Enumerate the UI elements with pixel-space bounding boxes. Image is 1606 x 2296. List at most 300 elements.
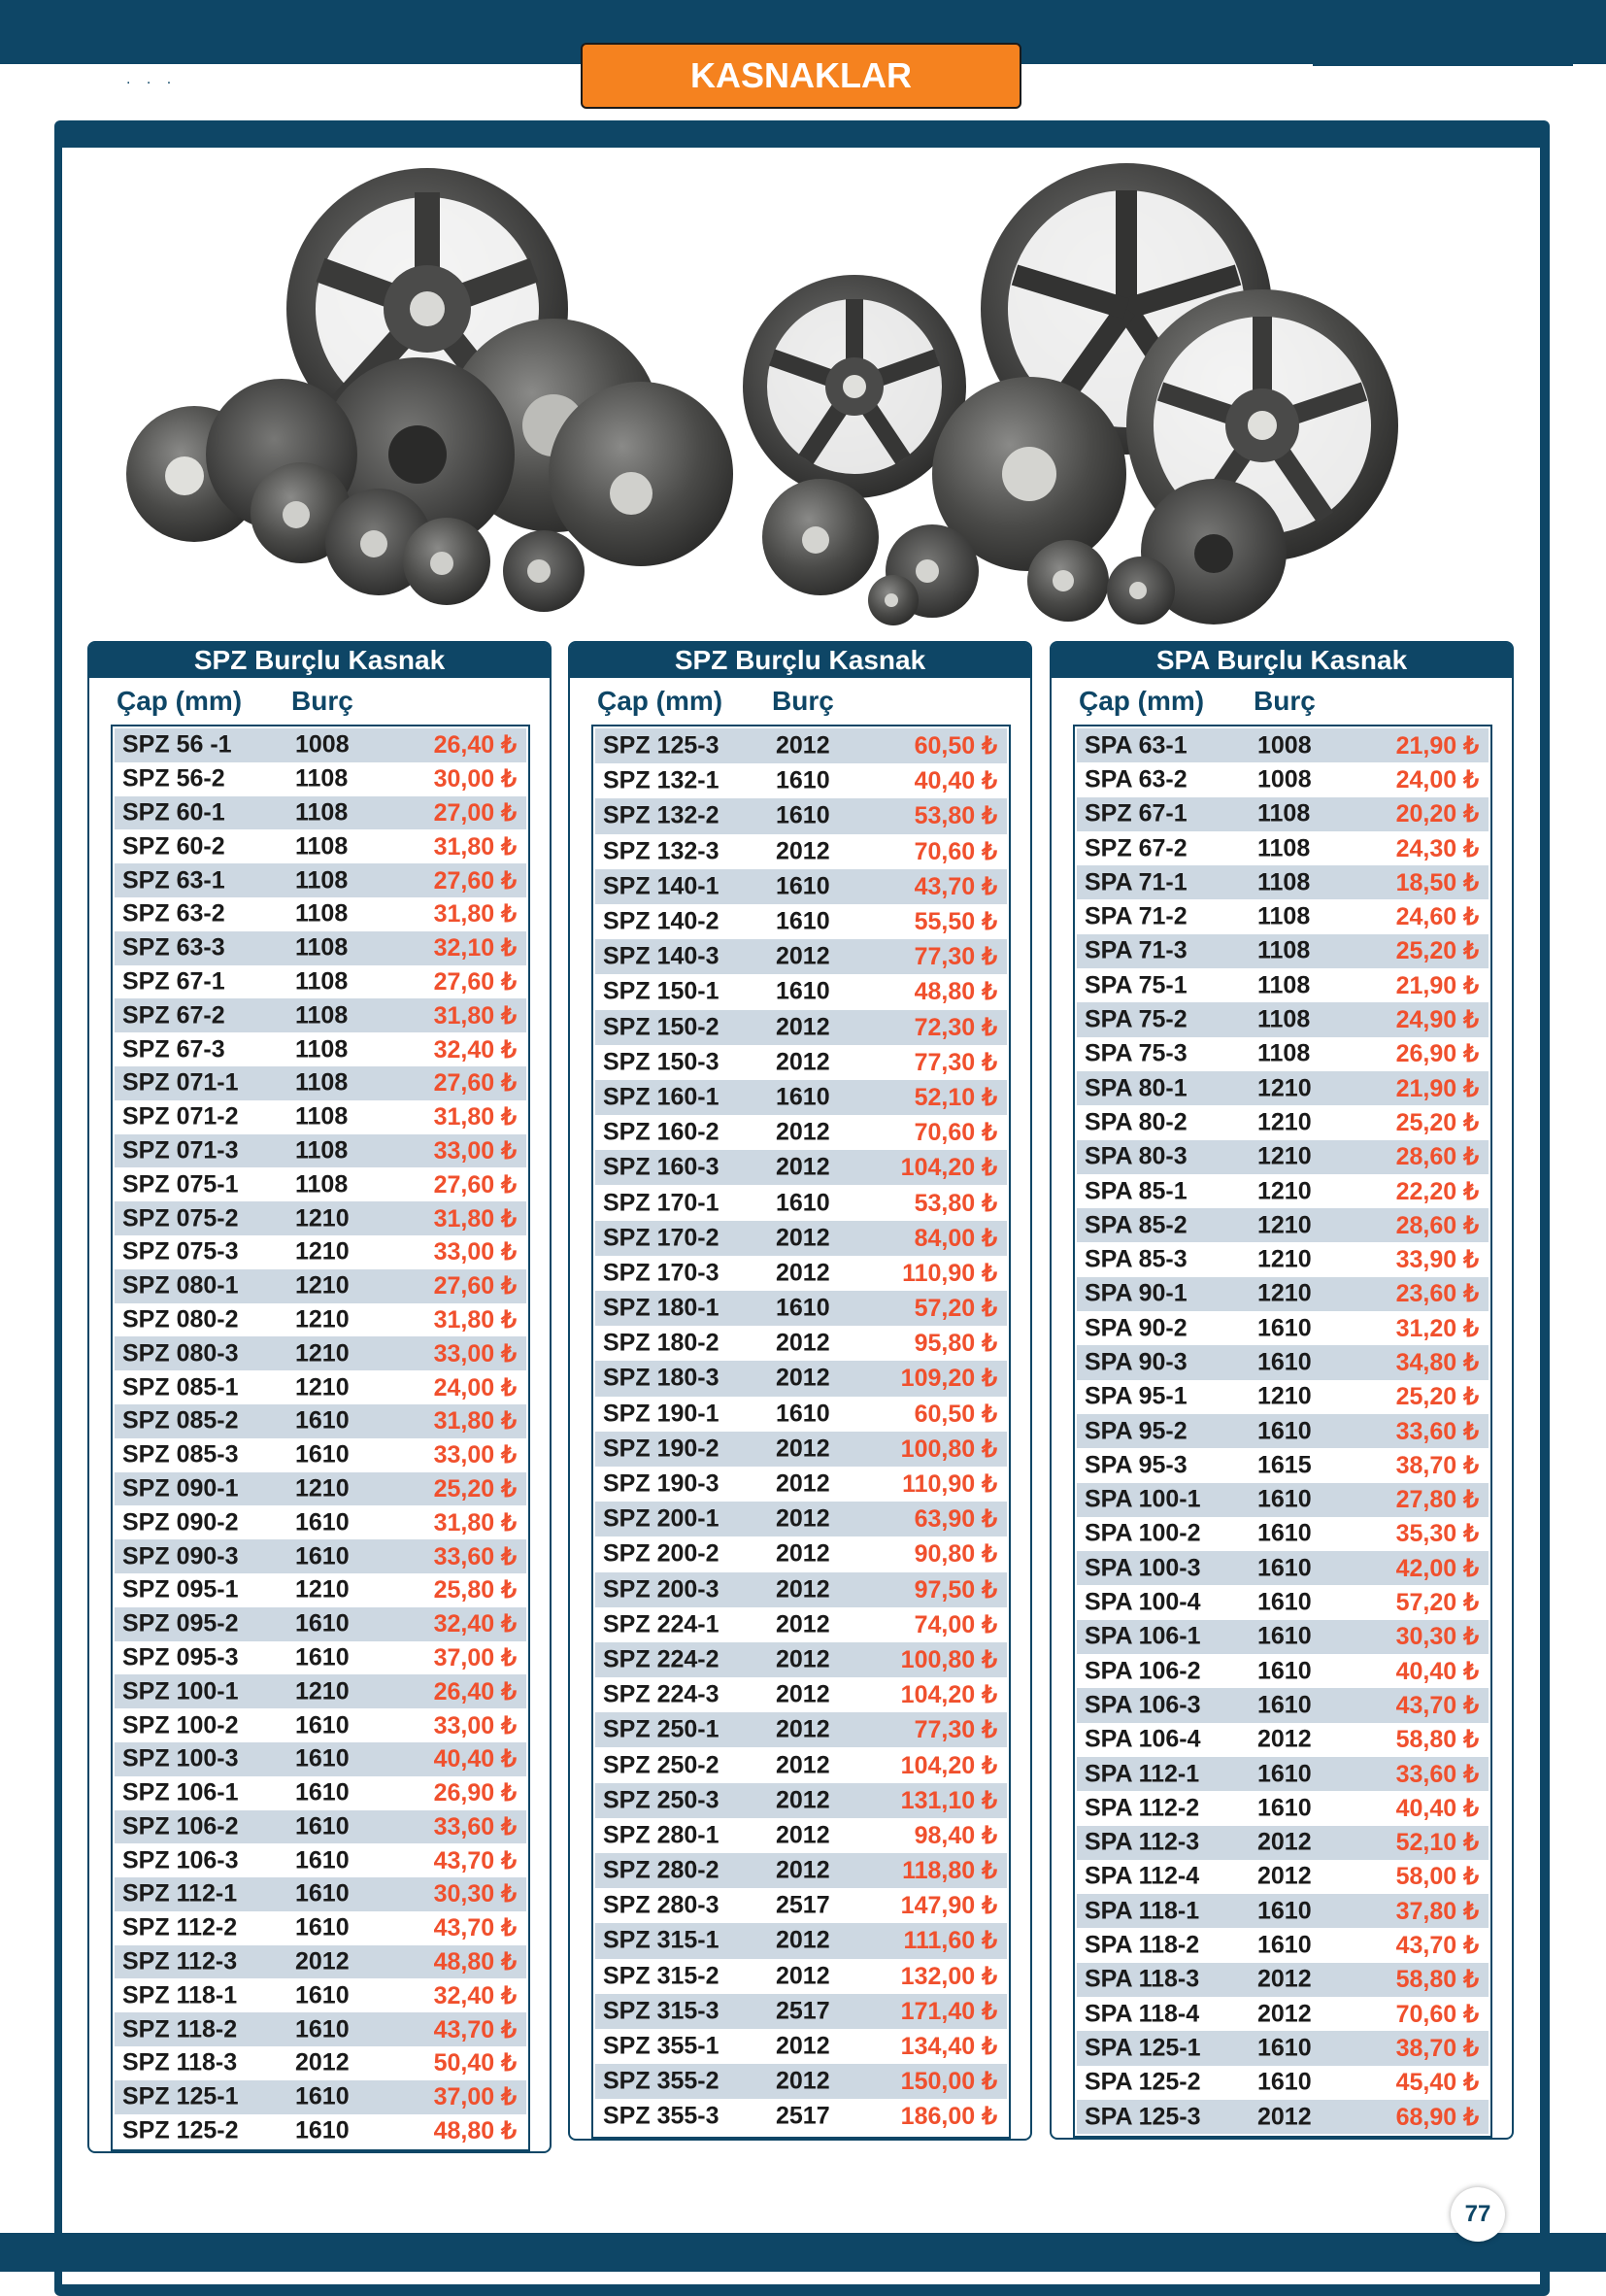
- price-table-body: [111, 725, 530, 2151]
- cell-price: 33,00 ₺: [433, 1441, 517, 1469]
- cell-code: SPZ 180-1: [603, 1294, 719, 1322]
- cell-bushing: 2012: [1257, 2103, 1312, 2131]
- cell-price: 31,80 ₺: [433, 1508, 517, 1536]
- cell-bushing: 1108: [295, 933, 349, 962]
- cell-code: SPZ 67-3: [122, 1035, 225, 1064]
- table-row: [115, 1607, 526, 1641]
- table-row: [115, 1742, 526, 1776]
- table-row: [595, 1818, 1007, 1853]
- cell-code: SPZ 100-2: [122, 1711, 239, 1739]
- cell-bushing: 2012: [776, 1153, 830, 1181]
- cell-price: 150,00 ₺: [900, 2068, 997, 2096]
- table-row: [1077, 1277, 1489, 1311]
- cell-price: 21,90 ₺: [1395, 1074, 1479, 1102]
- table-row: [115, 829, 526, 863]
- table-row: [595, 1467, 1007, 1502]
- cell-price: 25,20 ₺: [433, 1474, 517, 1503]
- table-title: SPZ Burçlu Kasnak: [570, 643, 1030, 678]
- cell-code: SPZ 100-3: [122, 1744, 239, 1773]
- cell-code: SPZ 280-3: [603, 1891, 719, 1919]
- cell-bushing: 1210: [295, 1474, 350, 1503]
- cell-code: SPZ 180-3: [603, 1364, 719, 1392]
- cell-code: SPZ 090-1: [122, 1474, 239, 1503]
- cell-bushing: 1610: [1257, 1588, 1312, 1616]
- cell-price: 45,40 ₺: [1395, 2069, 1479, 2097]
- table-row: [115, 2012, 526, 2046]
- cell-bushing: 2012: [776, 1013, 830, 1041]
- cell-code: SPZ 075-3: [122, 1237, 239, 1266]
- table-row: [115, 1100, 526, 1134]
- cell-bushing: 1610: [295, 1778, 350, 1806]
- table-row: [115, 1438, 526, 1472]
- cell-code: SPZ 67-2: [122, 1001, 225, 1030]
- cell-bushing: 2012: [776, 1048, 830, 1076]
- cell-code: SPA 90-3: [1085, 1348, 1188, 1376]
- cell-price: 32,40 ₺: [433, 1035, 517, 1064]
- cell-price: 25,20 ₺: [1395, 1383, 1479, 1411]
- cell-bushing: 1610: [776, 907, 830, 935]
- cell-price: 27,60 ₺: [433, 1170, 517, 1199]
- cell-price: 23,60 ₺: [1395, 1280, 1479, 1308]
- table-row: [115, 965, 526, 999]
- cell-bushing: 2012: [1257, 1725, 1312, 1753]
- table-row: [115, 1066, 526, 1100]
- cell-price: 77,30 ₺: [914, 1716, 997, 1744]
- cell-bushing: 1610: [295, 1508, 350, 1536]
- cell-code: SPZ 190-2: [603, 1435, 719, 1463]
- table-row: [1077, 1483, 1489, 1517]
- cell-code: SPZ 250-2: [603, 1751, 719, 1779]
- cell-code: SPZ 071-1: [122, 1068, 239, 1097]
- cell-price: 26,90 ₺: [1395, 1040, 1479, 1068]
- cell-price: 70,60 ₺: [914, 1119, 997, 1147]
- table-row: [115, 2114, 526, 2148]
- cell-bushing: 1108: [295, 1068, 349, 1097]
- cell-price: 111,60 ₺: [903, 1927, 997, 1955]
- cell-bushing: 1610: [776, 1189, 830, 1217]
- table-row: [115, 1303, 526, 1337]
- cell-bushing: 1210: [295, 1305, 350, 1334]
- cell-bushing: 1610: [776, 977, 830, 1005]
- table-row: [595, 1677, 1007, 1712]
- table-row: [1077, 865, 1489, 899]
- cell-price: 28,60 ₺: [1395, 1211, 1479, 1239]
- cell-bushing: 2012: [1257, 1828, 1312, 1856]
- cell-code: SPZ 315-1: [603, 1926, 719, 1954]
- brand-mark: . . .: [126, 72, 178, 87]
- cell-code: SPA 95-1: [1085, 1382, 1188, 1410]
- cell-price: 33,00 ₺: [433, 1136, 517, 1165]
- cell-price: 25,80 ₺: [433, 1576, 517, 1604]
- cell-price: 100,80 ₺: [900, 1435, 997, 1463]
- cell-price: 30,30 ₺: [1395, 1623, 1479, 1651]
- table-row: [115, 728, 526, 762]
- cell-bushing: 1610: [776, 766, 830, 794]
- cell-price: 37,00 ₺: [433, 1643, 517, 1671]
- cell-price: 27,60 ₺: [433, 1272, 517, 1300]
- cell-code: SPA 63-2: [1085, 765, 1188, 793]
- cell-price: 147,90 ₺: [900, 1892, 997, 1920]
- cell-code: SPZ 080-1: [122, 1271, 239, 1300]
- cell-bushing: 1610: [1257, 1417, 1312, 1445]
- cell-bushing: 1108: [295, 967, 349, 996]
- cell-price: 53,80 ₺: [914, 802, 997, 830]
- cell-bushing: 1610: [295, 1609, 350, 1638]
- table-row: [1077, 1963, 1489, 1997]
- header-bushing: Burç: [1254, 686, 1316, 716]
- cell-bushing: 1210: [1257, 1211, 1312, 1239]
- table-row: [1077, 1105, 1489, 1139]
- cell-code: SPA 80-1: [1085, 1074, 1188, 1102]
- table-row: [1077, 831, 1489, 865]
- cell-price: 24,00 ₺: [1395, 765, 1479, 793]
- cell-code: SPZ 200-2: [603, 1539, 719, 1568]
- cell-code: SPZ 075-1: [122, 1170, 239, 1199]
- table-row: [1077, 1620, 1489, 1654]
- table-row: [115, 1539, 526, 1573]
- cell-bushing: 2012: [776, 1821, 830, 1849]
- table-row: [595, 2099, 1007, 2134]
- cell-price: 48,80 ₺: [433, 2117, 517, 2145]
- cell-price: 52,10 ₺: [1395, 1829, 1479, 1857]
- table-row: [1077, 1208, 1489, 1242]
- cell-bushing: 1108: [295, 1170, 349, 1199]
- cell-bushing: 1108: [1257, 1039, 1311, 1067]
- cell-price: 37,80 ₺: [1395, 1897, 1479, 1925]
- cell-price: 70,60 ₺: [914, 837, 997, 865]
- cell-bushing: 1210: [1257, 1177, 1312, 1204]
- cell-code: SPZ 106-2: [122, 1812, 239, 1840]
- table-row: [1077, 1311, 1489, 1345]
- header-bushing: Burç: [772, 686, 834, 716]
- cell-bushing: 2012: [776, 1118, 830, 1146]
- cell-bushing: 1610: [295, 1981, 350, 2009]
- cell-bushing: 1210: [295, 1204, 350, 1232]
- cell-bushing: 1108: [295, 899, 349, 928]
- table-row: [1077, 2100, 1489, 2134]
- table-row: [115, 1134, 526, 1168]
- cell-code: SPA 80-3: [1085, 1142, 1188, 1170]
- cell-price: 26,90 ₺: [433, 1779, 517, 1807]
- cell-price: 22,20 ₺: [1395, 1177, 1479, 1205]
- cell-code: SPZ 080-3: [122, 1339, 239, 1367]
- cell-bushing: 1210: [1257, 1279, 1312, 1307]
- top-right-accent: [1313, 62, 1573, 66]
- cell-code: SPZ 095-3: [122, 1643, 239, 1671]
- cell-price: 104,20 ₺: [900, 1751, 997, 1779]
- cell-code: SPA 118-1: [1085, 1897, 1200, 1925]
- cell-bushing: 2012: [776, 1645, 830, 1673]
- table-row: [595, 1747, 1007, 1782]
- cell-code: SPZ 160-3: [603, 1153, 719, 1181]
- cell-price: 43,70 ₺: [433, 2015, 517, 2043]
- right-pulley-group: [743, 163, 1398, 625]
- table-row: [1077, 1140, 1489, 1174]
- cell-code: SPA 112-2: [1085, 1794, 1200, 1822]
- cell-price: 31,80 ₺: [433, 1103, 517, 1131]
- cell-code: SPZ 112-3: [122, 1947, 238, 1975]
- cell-bushing: 1610: [295, 2116, 350, 2144]
- cell-bushing: 2012: [776, 942, 830, 970]
- table-row: [595, 1959, 1007, 1994]
- cell-code: SPA 71-3: [1085, 936, 1188, 964]
- table-row: [1077, 1242, 1489, 1276]
- price-table-body: [1073, 725, 1492, 2138]
- cell-code: SPZ 100-1: [122, 1677, 239, 1705]
- cell-bushing: 2012: [776, 1610, 830, 1638]
- cell-code: SPZ 224-2: [603, 1645, 719, 1673]
- cell-bushing: 1008: [1257, 765, 1312, 793]
- table-row: [115, 1573, 526, 1607]
- table-row: [1077, 2066, 1489, 2100]
- cell-code: SPZ 085-1: [122, 1373, 239, 1401]
- cell-bushing: 1610: [1257, 1622, 1312, 1650]
- cell-price: 110,90 ₺: [902, 1259, 997, 1287]
- table-row: [115, 863, 526, 897]
- cell-price: 42,00 ₺: [1395, 1554, 1479, 1582]
- cell-bushing: 2012: [295, 2048, 350, 2077]
- cell-code: SPZ 60-1: [122, 798, 225, 827]
- cell-code: SPZ 63-3: [122, 933, 225, 962]
- table-row: [1077, 1826, 1489, 1860]
- cell-price: 43,70 ₺: [1395, 1932, 1479, 1960]
- table-row: [115, 1641, 526, 1675]
- table-row: [595, 1045, 1007, 1080]
- table-row: [115, 1472, 526, 1506]
- cell-code: SPZ 095-2: [122, 1609, 239, 1638]
- table-row: [595, 1010, 1007, 1045]
- cell-price: 24,60 ₺: [1395, 903, 1479, 931]
- cell-price: 31,80 ₺: [433, 1001, 517, 1030]
- cell-bushing: 1610: [295, 1879, 350, 1908]
- cell-code: SPA 71-1: [1085, 868, 1188, 896]
- table-row: [1077, 797, 1489, 831]
- cell-bushing: 2012: [776, 1575, 830, 1604]
- header-diameter: Çap (mm): [1079, 686, 1205, 716]
- table-row: [1077, 899, 1489, 933]
- cell-bushing: 1610: [295, 1643, 350, 1671]
- cell-code: SPA 95-2: [1085, 1417, 1188, 1445]
- table-header-row: [1052, 678, 1512, 725]
- cell-code: SPZ 170-2: [603, 1224, 719, 1252]
- cell-bushing: 1610: [1257, 1794, 1312, 1822]
- cell-code: SPZ 106-1: [122, 1778, 239, 1806]
- cell-code: SPZ 125-2: [122, 2116, 239, 2144]
- cell-bushing: 2012: [776, 1926, 830, 1954]
- cell-bushing: 1615: [1257, 1451, 1312, 1479]
- cell-price: 118,80 ₺: [902, 1857, 997, 1885]
- cell-bushing: 1610: [1257, 1348, 1312, 1376]
- cell-price: 25,20 ₺: [1395, 937, 1479, 965]
- cell-price: 24,00 ₺: [433, 1373, 517, 1401]
- cell-bushing: 1610: [295, 2015, 350, 2043]
- cell-price: 98,40 ₺: [914, 1821, 997, 1849]
- table-row: [1077, 1928, 1489, 1962]
- table-row: [595, 763, 1007, 798]
- cell-bushing: 1108: [295, 1102, 349, 1131]
- table-row: [1077, 1174, 1489, 1208]
- cell-bushing: 1610: [1257, 1485, 1312, 1513]
- price-table-spz-1: [87, 641, 552, 2153]
- cell-code: SPZ 132-1: [603, 766, 719, 794]
- cell-code: SPZ 250-3: [603, 1786, 719, 1814]
- cell-price: 35,30 ₺: [1395, 1520, 1479, 1548]
- cell-price: 28,60 ₺: [1395, 1143, 1479, 1171]
- table-row: [1077, 1551, 1489, 1585]
- table-row: [595, 974, 1007, 1009]
- table-row: [1077, 1757, 1489, 1791]
- cell-bushing: 1610: [1257, 1314, 1312, 1342]
- cell-price: 32,10 ₺: [433, 934, 517, 962]
- table-row: [115, 1911, 526, 1945]
- table-row: [595, 1994, 1007, 2029]
- table-row: [115, 1032, 526, 1066]
- cell-bushing: 2012: [776, 1504, 830, 1533]
- table-row: [1077, 1002, 1489, 1036]
- cell-price: 33,60 ₺: [1395, 1760, 1479, 1788]
- cell-bushing: 2012: [776, 1856, 830, 1884]
- cell-bushing: 1610: [295, 1812, 350, 1840]
- cell-code: SPA 100-1: [1085, 1485, 1201, 1513]
- cell-price: 70,60 ₺: [1395, 2000, 1479, 2028]
- bottom-bar: [0, 2233, 1606, 2272]
- cell-price: 84,00 ₺: [914, 1224, 997, 1252]
- cell-price: 97,50 ₺: [914, 1575, 997, 1604]
- cell-code: SPZ 200-1: [603, 1504, 719, 1533]
- cell-code: SPZ 071-2: [122, 1102, 239, 1131]
- table-row: [595, 1221, 1007, 1256]
- cell-bushing: 1610: [1257, 1760, 1312, 1788]
- table-row: [1077, 1997, 1489, 2031]
- table-row: [115, 1167, 526, 1201]
- cell-bushing: 1610: [295, 1406, 350, 1435]
- cell-price: 132,00 ₺: [900, 1962, 997, 1990]
- cell-price: 33,60 ₺: [433, 1812, 517, 1840]
- table-row: [115, 1843, 526, 1877]
- page-title: KASNAKLAR: [581, 43, 1021, 109]
- table-row: [595, 1853, 1007, 1888]
- cell-code: SPA 85-1: [1085, 1177, 1188, 1204]
- cell-price: 27,60 ₺: [433, 866, 517, 895]
- cell-price: 27,60 ₺: [433, 1069, 517, 1097]
- table-row: [1077, 1654, 1489, 1688]
- cell-price: 31,80 ₺: [433, 900, 517, 929]
- cell-code: SPA 100-4: [1085, 1588, 1201, 1616]
- table-row: [595, 939, 1007, 974]
- cell-code: SPA 71-2: [1085, 902, 1188, 930]
- cell-code: SPA 118-3: [1085, 1965, 1200, 1993]
- cell-bushing: 2517: [776, 1891, 830, 1919]
- cell-code: SPA 75-2: [1085, 1005, 1188, 1033]
- cell-price: 38,70 ₺: [1395, 1451, 1479, 1479]
- table-row: [1077, 1448, 1489, 1482]
- cell-bushing: 1210: [1257, 1142, 1312, 1170]
- cell-price: 33,00 ₺: [433, 1339, 517, 1367]
- cell-price: 43,70 ₺: [433, 1914, 517, 1942]
- cell-code: SPZ 140-3: [603, 942, 719, 970]
- cell-code: SPZ 080-2: [122, 1305, 239, 1334]
- cell-price: 24,30 ₺: [1395, 834, 1479, 862]
- table-row: [1077, 1585, 1489, 1619]
- cell-price: 31,80 ₺: [433, 1305, 517, 1334]
- cell-price: 33,60 ₺: [1395, 1417, 1479, 1445]
- cell-code: SPZ 67-1: [1085, 799, 1188, 827]
- table-row: [595, 1080, 1007, 1115]
- cell-price: 32,40 ₺: [433, 1981, 517, 2009]
- cell-bushing: 1610: [295, 1440, 350, 1469]
- table-row: [115, 1978, 526, 2012]
- cell-bushing: 1108: [295, 832, 349, 861]
- cell-code: SPA 85-3: [1085, 1245, 1188, 1273]
- table-row: [115, 1269, 526, 1303]
- table-row: [1077, 1037, 1489, 1071]
- cell-price: 134,40 ₺: [900, 2033, 997, 2061]
- cell-price: 60,50 ₺: [914, 1400, 997, 1428]
- cell-price: 68,90 ₺: [1395, 2103, 1479, 2131]
- cell-code: SPZ 125-1: [122, 2082, 239, 2110]
- cell-bushing: 1610: [776, 1294, 830, 1322]
- cell-bushing: 1610: [1257, 2034, 1312, 2062]
- cell-price: 90,80 ₺: [914, 1540, 997, 1569]
- cell-bushing: 1610: [1257, 1897, 1312, 1925]
- cell-bushing: 1610: [295, 1744, 350, 1773]
- table-row: [595, 1326, 1007, 1361]
- table-row: [115, 1877, 526, 1911]
- cell-code: SPZ 140-1: [603, 872, 719, 900]
- cell-bushing: 1610: [295, 2082, 350, 2110]
- table-row: [595, 1150, 1007, 1185]
- cell-bushing: 2012: [776, 1715, 830, 1743]
- cell-code: SPZ 190-1: [603, 1400, 719, 1428]
- table-row: [115, 1945, 526, 1979]
- cell-bushing: 1610: [295, 1542, 350, 1570]
- cell-bushing: 1210: [1257, 1108, 1312, 1136]
- cell-bushing: 1108: [295, 1001, 349, 1030]
- cell-price: 27,80 ₺: [1395, 1486, 1479, 1514]
- cell-price: 110,90 ₺: [902, 1470, 997, 1499]
- cell-code: SPZ 67-2: [1085, 834, 1188, 862]
- cell-bushing: 1210: [295, 1575, 350, 1604]
- cell-code: SPZ 280-1: [603, 1821, 719, 1849]
- cell-code: SPZ 095-1: [122, 1575, 239, 1604]
- cell-bushing: 1210: [1257, 1382, 1312, 1410]
- cell-price: 55,50 ₺: [914, 908, 997, 936]
- cell-price: 104,20 ₺: [900, 1154, 997, 1182]
- cell-price: 27,00 ₺: [433, 798, 517, 827]
- cell-price: 37,00 ₺: [433, 2083, 517, 2111]
- cell-code: SPA 125-1: [1085, 2034, 1201, 2062]
- cell-code: SPZ 200-3: [603, 1575, 719, 1604]
- table-row: [595, 869, 1007, 904]
- cell-bushing: 2012: [776, 1786, 830, 1814]
- cell-code: SPZ 63-2: [122, 899, 225, 928]
- cell-bushing: 1210: [295, 1373, 350, 1401]
- cell-price: 100,80 ₺: [900, 1645, 997, 1673]
- cell-code: SPA 100-2: [1085, 1519, 1201, 1547]
- cell-code: SPZ 150-3: [603, 1048, 719, 1076]
- table-row: [1077, 1345, 1489, 1379]
- cell-price: 31,20 ₺: [1395, 1314, 1479, 1342]
- table-title: SPA Burçlu Kasnak: [1052, 643, 1512, 678]
- table-row: [1077, 762, 1489, 796]
- cell-code: SPA 75-1: [1085, 971, 1188, 999]
- cell-bushing: 1210: [1257, 1074, 1312, 1102]
- table-row: [595, 1783, 1007, 1818]
- table-row: [1077, 728, 1489, 762]
- cell-code: SPA 90-1: [1085, 1279, 1188, 1307]
- cell-price: 32,40 ₺: [433, 1610, 517, 1638]
- header-bushing: Burç: [291, 686, 353, 716]
